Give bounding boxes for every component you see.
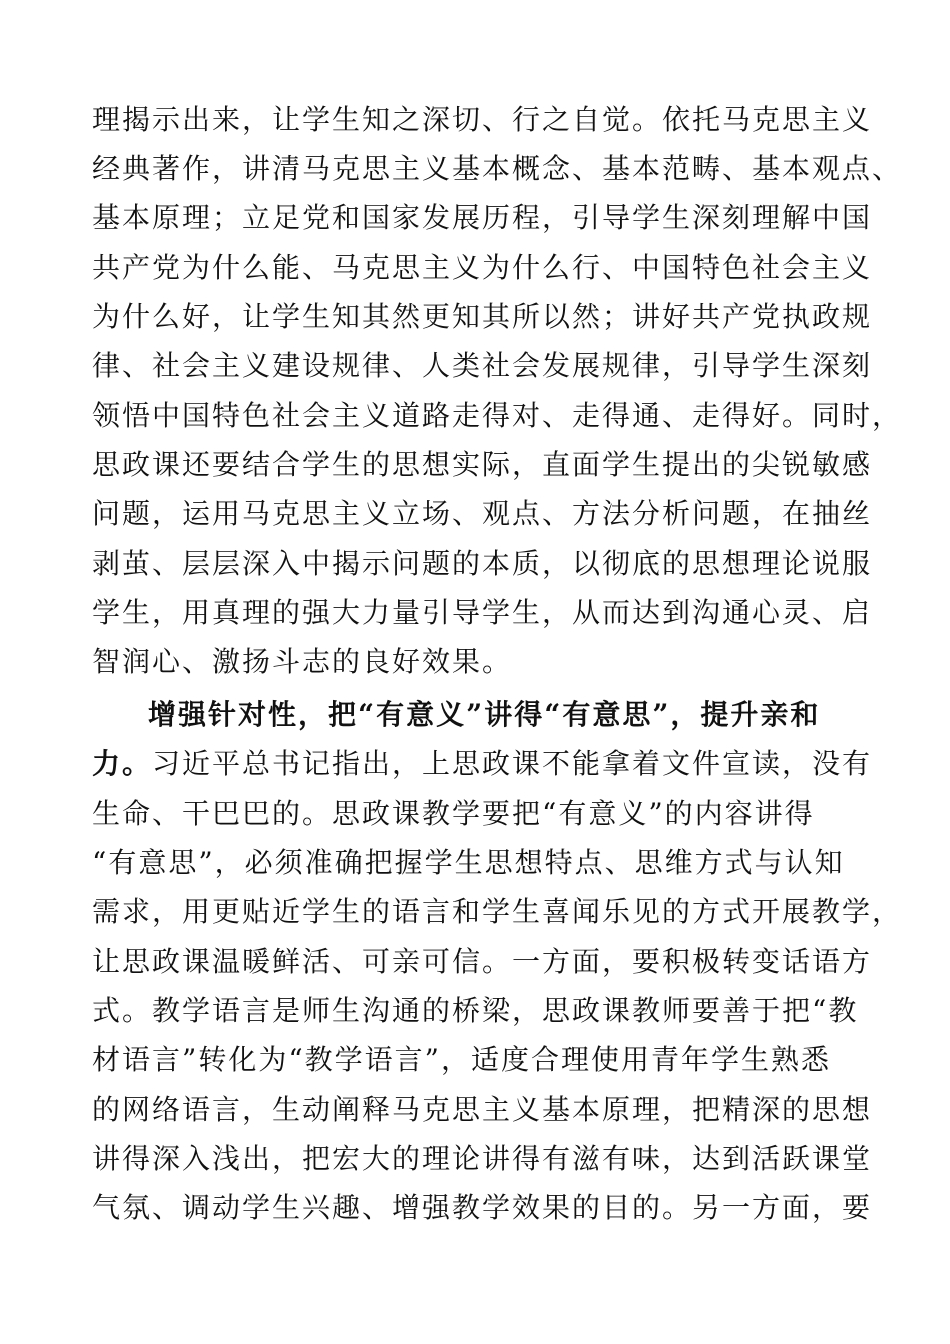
body-text: 习近平总书记指出，上思政课不能拿着文件宣读，没有 — [152, 747, 873, 780]
heading-continuation-line — [92, 744, 873, 784]
body-line: 生命、干巴巴的。思政课教学要把“有意义”的内容讲得 — [92, 797, 815, 830]
body-line: 剥茧、层层深入中揭示问题的本质，以彻底的思想理论说服 — [92, 547, 873, 580]
body-line: 材语言”转化为“教学语言”，适度合理使用青年学生熟悉 — [92, 1043, 831, 1076]
section-heading: 增强针对性，把“有意义”讲得“有意思”，提升亲和 — [148, 698, 821, 731]
body-line: 共产党为什么能、马克思主义为什么行、中国特色社会主义 — [92, 251, 873, 284]
body-line: 气氛、调动学生兴趣、增强教学效果的目的。另一方面，要 — [92, 1191, 873, 1224]
body-line: 讲得深入浅出，把宏大的理论讲得有滋有味，达到活跃课堂 — [92, 1142, 873, 1175]
body-line: 让思政课温暖鲜活、可亲可信。一方面，要积极转变话语方 — [92, 945, 873, 978]
body-line: “有意思”，必须准确把握学生思想特点、思维方式与认知 — [92, 846, 845, 879]
body-line: 基本原理；立足党和国家发展历程，引导学生深刻理解中国 — [92, 201, 873, 234]
body-line: 经典著作，讲清马克思主义基本概念、基本范畴、基本观点、 — [92, 152, 903, 185]
body-line: 问题，运用马克思主义立场、观点、方法分析问题，在抽丝 — [92, 497, 873, 530]
body-line: 律、社会主义建设规律、人类社会发展规律，引导学生深刻 — [92, 349, 873, 382]
body-line: 智润心、激扬斗志的良好效果。 — [92, 645, 513, 678]
body-line: 为什么好，让学生知其然更知其所以然；讲好共产党执政规 — [92, 300, 873, 333]
body-line: 思政课还要结合学生的思想实际，直面学生提出的尖锐敏感 — [92, 448, 873, 481]
body-line: 需求，用更贴近学生的语言和学生喜闻乐见的方式开展教学， — [92, 895, 903, 928]
body-line: 理揭示出来，让学生知之深切、行之自觉。依托马克思主义 — [92, 103, 873, 136]
body-line: 领悟中国特色社会主义道路走得对、走得通、走得好。同时， — [92, 399, 903, 432]
body-line: 的网络语言，生动阐释马克思主义基本原理，把精深的思想 — [92, 1093, 873, 1126]
body-line: 学生，用真理的强大力量引导学生，从而达到沟通心灵、启 — [92, 596, 873, 629]
body-line: 式。教学语言是师生沟通的桥梁，思政课教师要善于把“教 — [92, 994, 859, 1027]
section-heading-tail: 力。 — [92, 747, 153, 780]
